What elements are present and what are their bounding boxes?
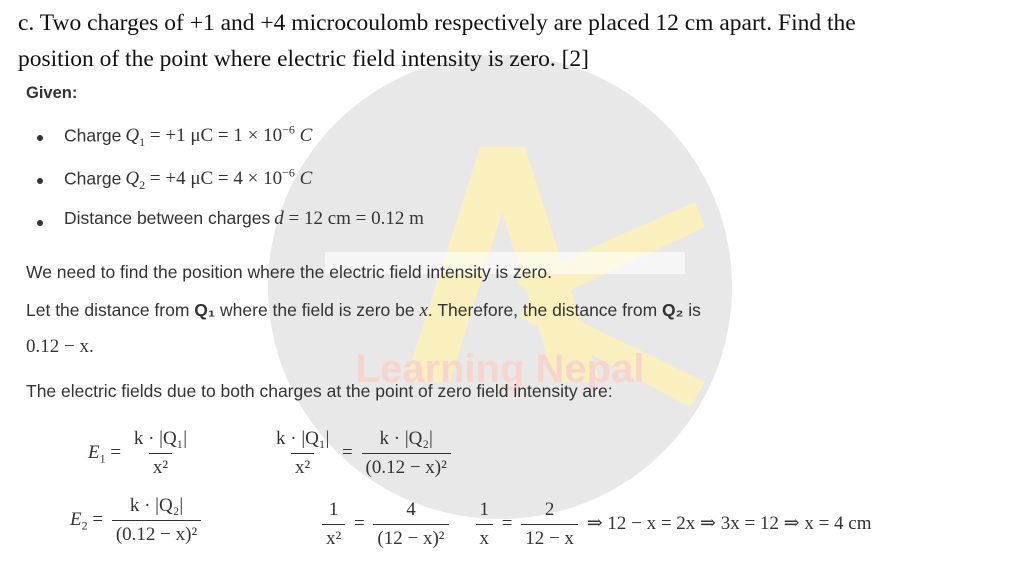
watermark-text: Learning Nepal bbox=[355, 347, 645, 391]
equation-equality: $\frac{\text{k · |Q₁|}}{\text{x²}}$ = $\frac{\text{k · |Q₂|}}{\text{(0.12 − x)²}}$ bbox=[268, 428, 455, 479]
let-statement: Let the distance from Q₁ where the field is zero be x. Therefore, the distance from Q₂ is bbox=[26, 300, 701, 321]
question-line-1: c. Two charges of +1 and +4 microcoulomb respectively are placed 12 cm apart. Find the bbox=[18, 10, 856, 36]
given-heading: Given: bbox=[26, 84, 78, 102]
final-result: ⇒ 12 − x = 2x ⇒ 3x = 12 ⇒ x = 4 cm bbox=[586, 512, 872, 534]
equation-e2: $E_2$ = $\frac{\text{k · |Q₂|}}{\text{(0.12 − x)²}}$ bbox=[70, 495, 205, 546]
given-item-distance: Distance between charges d = 12 cm = 0.12 m bbox=[64, 208, 424, 229]
distance-expression: 0.12 − x. bbox=[26, 336, 94, 357]
bullet bbox=[37, 135, 43, 141]
bullet bbox=[37, 220, 43, 226]
solution-chain: $\frac{1}{\text{x²}}$ = $\frac{4}{\text{(12 − x)²}}$ $\frac{1}{x}$ = $\frac{2}{12 - x}$ ⇒ 12 − x = 2x ⇒ 3x = 12 ⇒ x = 4 cm bbox=[318, 499, 872, 550]
equation-e1: $E_1$ = $\frac{\text{k · |Q₁|}}{\text{x²}}$ bbox=[88, 428, 188, 478]
given-item-q2: Charge $Q_2 = +4$ $\mu C = 4 \times 10^{-6}$ C bbox=[64, 166, 313, 193]
question-line-2: position of the point where electric field intensity is zero. [2] bbox=[18, 46, 590, 72]
fields-statement: The electric fields due to both charges at the point of zero field intensity are: bbox=[26, 381, 613, 401]
find-statement: We need to find the position where the electric field intensity is zero. bbox=[26, 262, 552, 282]
given-item-q1: Charge $Q_1 = +1$ $\mu C = 1 \times 10^{-6}$ C bbox=[64, 123, 313, 150]
bullet bbox=[37, 178, 43, 184]
